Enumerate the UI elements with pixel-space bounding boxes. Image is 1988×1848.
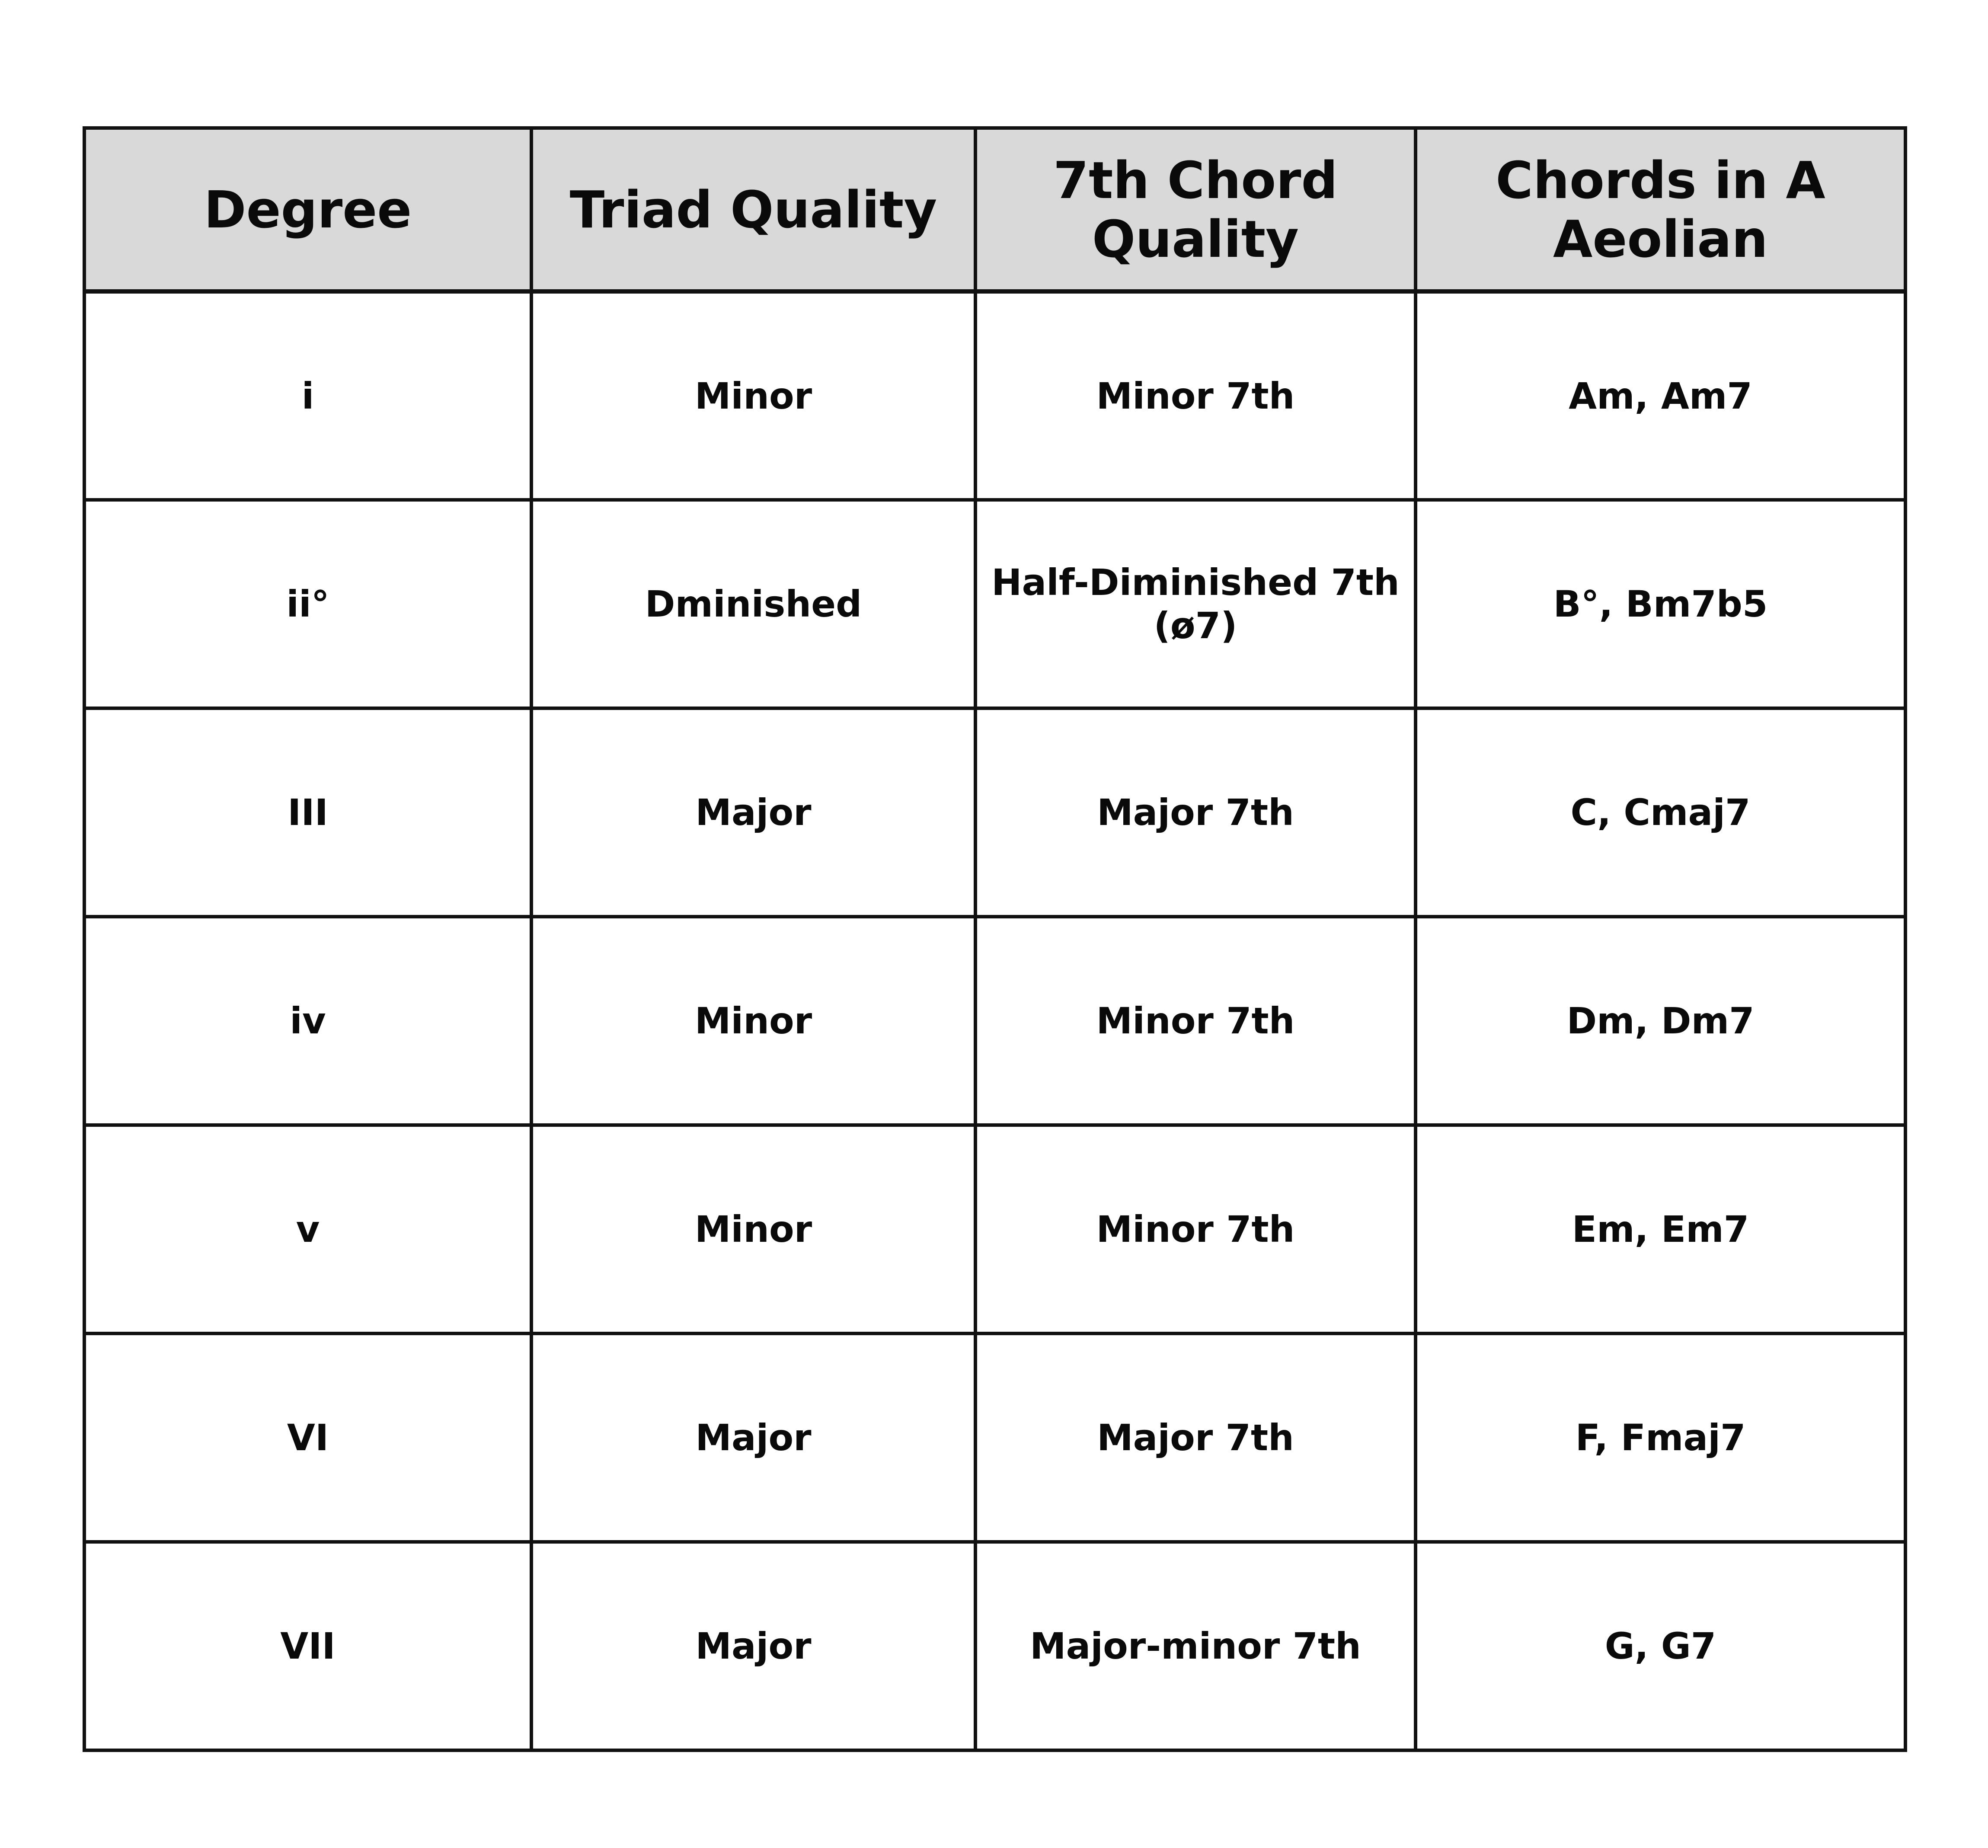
cell-degree: v [84,1125,531,1333]
cell-chords: F, Fmaj7 [1416,1333,1905,1542]
cell-seventh-quality: Minor 7th [975,1125,1416,1333]
chord-table [83,126,1907,1752]
cell-triad-quality: Major [531,1542,975,1750]
cell-chords: G, G7 [1416,1542,1905,1750]
cell-degree: iv [84,917,531,1125]
cell-triad-quality: Dminished [531,500,975,708]
header-row [84,128,1905,291]
cell-degree: ii° [84,500,531,708]
table-row [84,500,1905,708]
cell-seventh-quality: Major 7th [975,708,1416,917]
cell-seventh-quality: Minor 7th [975,917,1416,1125]
table-row [84,291,1905,500]
cell-triad-quality: Major [531,1333,975,1542]
cell-seventh-quality: Minor 7th [975,291,1416,500]
cell-seventh-quality: Major 7th [975,1333,1416,1542]
header-chords-in-a-aeolian: Chords in A Aeolian [1416,128,1905,291]
table-row [84,1333,1905,1542]
cell-chords: C, Cmaj7 [1416,708,1905,917]
cell-degree: i [84,291,531,500]
cell-degree: III [84,708,531,917]
header-triad-quality: Triad Quality [531,128,975,291]
cell-triad-quality: Minor [531,917,975,1125]
cell-triad-quality: Major [531,708,975,917]
header-seventh-chord-quality: 7th Chord Quality [975,128,1416,291]
cell-seventh-quality: Half-Diminished 7th (ø7) [975,500,1416,708]
cell-seventh-quality: Major-minor 7th [975,1542,1416,1750]
cell-triad-quality: Minor [531,1125,975,1333]
header-degree: Degree [84,128,531,291]
table-row [84,708,1905,917]
table-row [84,1125,1905,1333]
table-row [84,917,1905,1125]
cell-chords: Em, Em7 [1416,1125,1905,1333]
cell-chords: B°, Bm7b5 [1416,500,1905,708]
cell-triad-quality: Minor [531,291,975,500]
cell-chords: Am, Am7 [1416,291,1905,500]
cell-degree: VI [84,1333,531,1542]
cell-chords: Dm, Dm7 [1416,917,1905,1125]
table-header [84,128,1905,291]
table-body [84,291,1905,1750]
cell-degree: VII [84,1542,531,1750]
table-row [84,1542,1905,1750]
